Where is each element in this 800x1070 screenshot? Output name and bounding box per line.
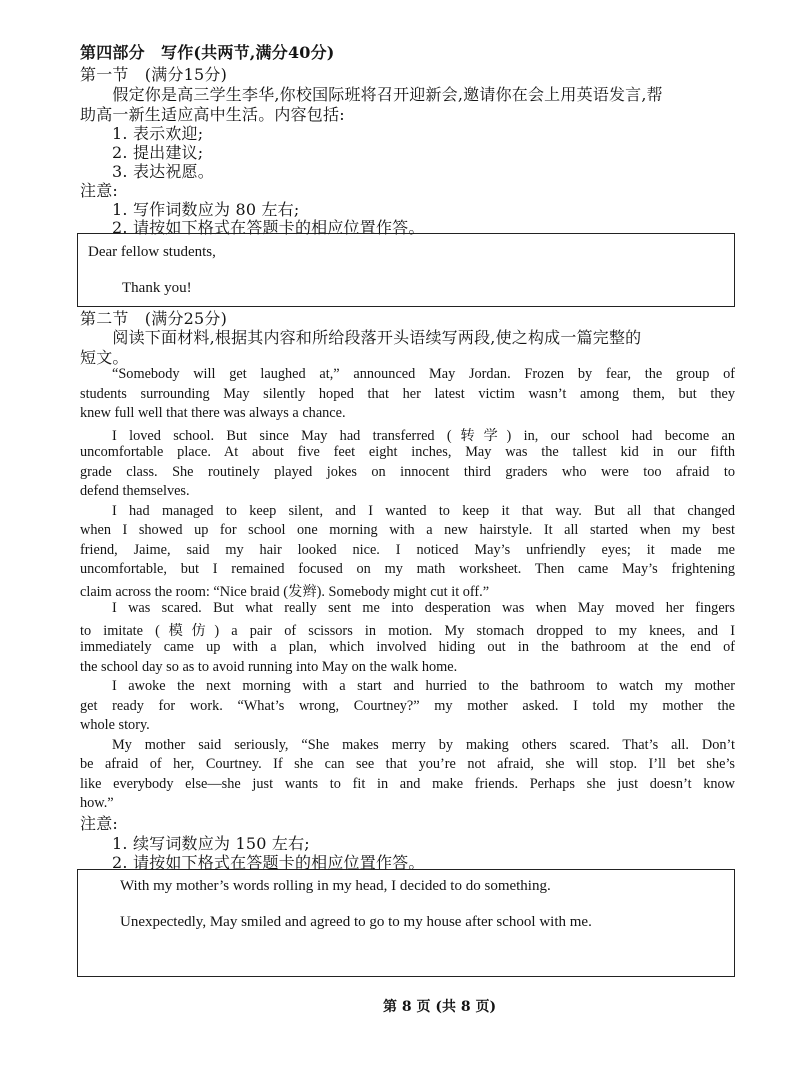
page-number: 第 8 页 (共 8 页): [383, 999, 497, 1015]
passage-line: whole story.: [80, 717, 150, 733]
passage-line: how.”: [80, 795, 114, 811]
passage-line: immediately came up with a plan, which involved hiding out in the bathroom at the end of: [80, 639, 735, 655]
passage-line: I had managed to keep silent, and I wanted to keep it that way. But all that changed: [112, 502, 735, 519]
section1-note: 2. 请按如下格式在答题卡的相应位置作答。: [112, 218, 425, 237]
passage-line: My mother said seriously, “She makes merry by making others scared. That’s all. Don’t: [112, 736, 735, 753]
passage-line: students surrounding May silently hoped that her latest victim wasn’t among them, but they: [80, 385, 735, 402]
passage-line: like everybody else—she just wants to fit in and make friends. Perhaps she just doesn’t know: [80, 775, 735, 792]
section1-note: 1. 写作词数应为 80 左右;: [112, 200, 300, 219]
section1-heading: 第一节 (满分15分): [80, 65, 228, 84]
section1-note-label: 注意:: [80, 181, 118, 200]
passage-line: knew full well that there was always a chance.: [80, 405, 346, 421]
opening-paragraph-2: Unexpectedly, May smiled and agreed to go to my house after school with me.: [120, 914, 592, 930]
section1-prompt-line1: 假定你是高三学生李华,你校国际班将召开迎新会,邀请你在会上用英语发言,帮: [80, 85, 663, 104]
section2-answer-box: [77, 869, 735, 977]
passage-line: I loved school. But since May had transferred (转学) in, our school had become an: [112, 427, 735, 443]
passage-line: when I showed up for school one morning with a new hairstyle. It all started when my best: [80, 522, 735, 538]
section2-prompt-line1: 阅读下面材料,根据其内容和所给段落开头语续写两段,使之构成一篇完整的: [80, 328, 642, 347]
passage-line: get ready for work. “What’s wrong, Courtney?” my mother asked. I told my mother the: [80, 697, 735, 714]
greeting-text: Dear fellow students,: [88, 244, 216, 260]
section1-item: 1. 表示欢迎;: [112, 124, 204, 143]
section2-note-label: 注意:: [80, 814, 118, 833]
passage-line: to imitate (模仿) a pair of scissors in motion. My stomach dropped to my knees, and I: [80, 622, 735, 638]
section2-note: 1. 续写词数应为 150 左右;: [112, 834, 310, 853]
passage-line: the school day so as to avoid running into May on the walk home.: [80, 658, 458, 675]
closing-text: Thank you!: [122, 280, 192, 296]
section2-heading: 第二节 (满分25分): [80, 309, 228, 328]
passage-line: grade class. She routinely played jokes on innocent third graders who were too afraid to: [80, 463, 735, 480]
passage-line: I awoke the next morning with a start and hurried to the bathroom to watch my mother: [112, 678, 735, 694]
passage-line: be afraid of her, Courtney. If she can see that you’re not afraid, she will stop. I’ll bet she’s: [80, 756, 735, 772]
passage-line: defend themselves.: [80, 483, 190, 499]
passage-line: claim across the room: “Nice braid (发辫). Somebody might cut it off.”: [80, 583, 490, 600]
section1-item: 2. 提出建议;: [112, 143, 204, 162]
part-title: 第四部分 写作(共两节,满分40分): [80, 43, 335, 62]
passage-line: “Somebody will get laughed at,” announced May Jordan. Frozen by fear, the group of: [112, 366, 735, 382]
opening-paragraph-1: With my mother’s words rolling in my head, I decided to do something.: [120, 878, 551, 894]
section1-prompt-line2: 助高一新生适应高中生活。内容包括:: [80, 105, 345, 124]
passage-line: uncomfortable, but I remained focused on my math worksheet. Then came May’s frightening: [80, 561, 735, 577]
passage-line: uncomfortable place. At about five feet eight inches, May was the tallest kid in our fifth: [80, 444, 735, 460]
passage-line: I was scared. But what really sent me into desperation was when May moved her fingers: [112, 600, 735, 616]
section1-item: 3. 表达祝愿。: [112, 162, 214, 181]
section1-answer-box: [77, 233, 735, 307]
section2-note: 2. 请按如下格式在答题卡的相应位置作答。: [112, 853, 425, 872]
passage-line: friend, Jaime, said my hair looked nice. I noticed May’s unfriendly eyes; it made me: [80, 541, 735, 558]
section2-prompt-line2: 短文。: [80, 348, 129, 367]
